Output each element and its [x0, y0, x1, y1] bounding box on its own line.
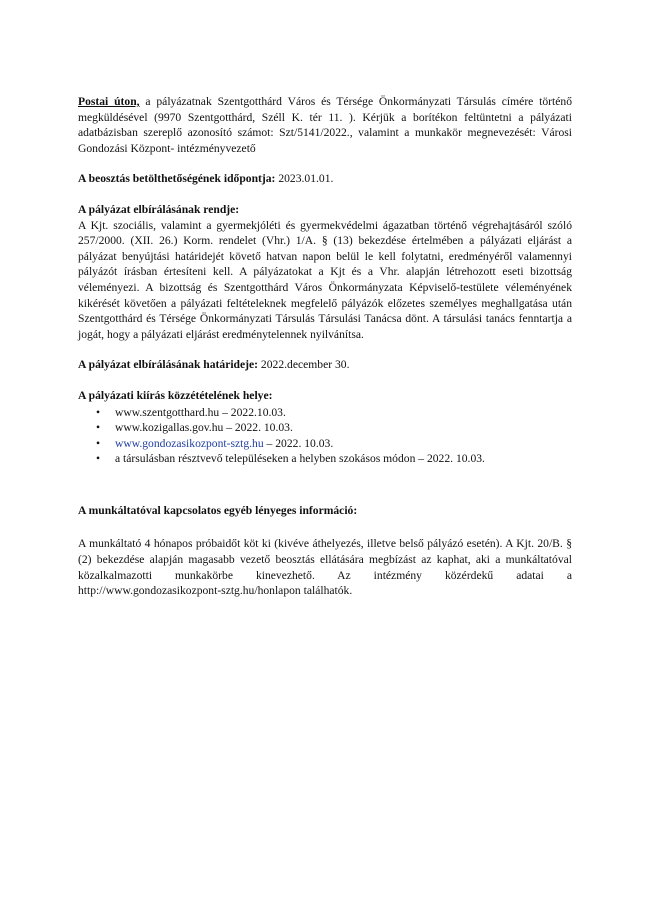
publication-item-text: www.kozigallas.gov.hu – 2022. 10.03.	[115, 421, 293, 435]
deadline-value: 2022.december 30.	[258, 358, 350, 372]
bullet-icon: •	[96, 436, 101, 450]
postal-lead: Postai úton,	[78, 95, 140, 108]
publication-item	[78, 405, 572, 421]
publication-item	[78, 436, 572, 452]
postal-paragraph	[78, 94, 572, 156]
employer-info-text: A munkáltató 4 hónapos próbaidőt köt ki (kivéve áthelyezés, illetve belső pályázó esetén). A Kjt. 20/B. § (2) bekezdése alapján magasabb vezető beosztás ellátására megbízást az kaphat, aki a munkáltatóval közalkalmazotti munkakörbe kinevezhető. Az intézmény közérdekű adatai a http://www.gondozasikozpont-sztg.hu/honlapon találhatók.	[78, 537, 572, 598]
start-date-paragraph	[78, 171, 572, 187]
evaluation-text: A Kjt. szociális, valamint a gyermekjóléti és gyermekvédelmi ágazatban történő végrehajtásáról szóló 257/2000. (XII. 26.) Korm. rendelet (Vhr.) 1/A. § (13) bekezdése értelmében a pályázati eljárást a pályázat benyújtási határidejét követő hatvan napon belül le kell folytatni, eredményéről valamennyi pályázót írásban értesíteni kell. A pályázatokat a Kjt és a Vhr. alapján létrehozott eseti bizottság véleményezi. A bizottság és Szentgotthárd Város Önkormányzata Képviselő-testülete véleményének kikérését követően a pályázati feltételeknek megfelelő pályázók előzetes személyes meghallgatása után Szentgotthárd és Térsége Önkormányzati Társulás Társulási Tanácsa dönt. A társulási tanács fenntartja a jogát, hogy a pályázati eljárást eredménytelennek nyilvánítsa.	[78, 218, 572, 341]
bullet-icon: •	[96, 452, 101, 466]
publication-link[interactable]: www.gondozasikozpont-sztg.hu	[115, 436, 264, 450]
publication-heading: A pályázati kiírás közzétételének helye:	[78, 388, 273, 402]
evaluation-heading: A pályázat elbírálásának rendje:	[78, 202, 240, 216]
deadline-label: A pályázat elbírálásának határideje:	[78, 358, 259, 372]
bullet-icon: •	[96, 405, 101, 419]
bullet-icon: •	[96, 421, 101, 435]
start-date-value: 2023.01.01.	[275, 172, 334, 186]
publication-item-text: a társulásban résztvevő településeken a helyben szokásos módon – 2022. 10.03.	[115, 452, 485, 466]
publication-item	[78, 451, 572, 467]
publication-list	[78, 405, 572, 467]
postal-text: a pályázatnak Szentgotthárd Város és Térsége Önkormányzati Társulás címére történő megküldésével (9970 Szentgotthárd, Széll K. tér 11. ). Kérjük a borítékon feltüntetni a pályázati adatbázisban szereplő azonosító számot: Szt/5141/2022., valamint a munkakör megnevezését: Városi Gondozási Központ- intézményvezető	[78, 95, 572, 155]
publication-item-text: – 2022. 10.03.	[263, 436, 334, 450]
document-content	[78, 94, 572, 599]
employer-info-heading: A munkáltatóval kapcsolatos egyéb lényeges információ:	[78, 503, 358, 517]
start-date-label: A beosztás betölthetőségének időpontja:	[78, 172, 276, 186]
publication-item-text: www.szentgotthard.hu – 2022.10.03.	[115, 405, 286, 419]
deadline-paragraph	[78, 357, 572, 373]
publication-item	[78, 420, 572, 436]
